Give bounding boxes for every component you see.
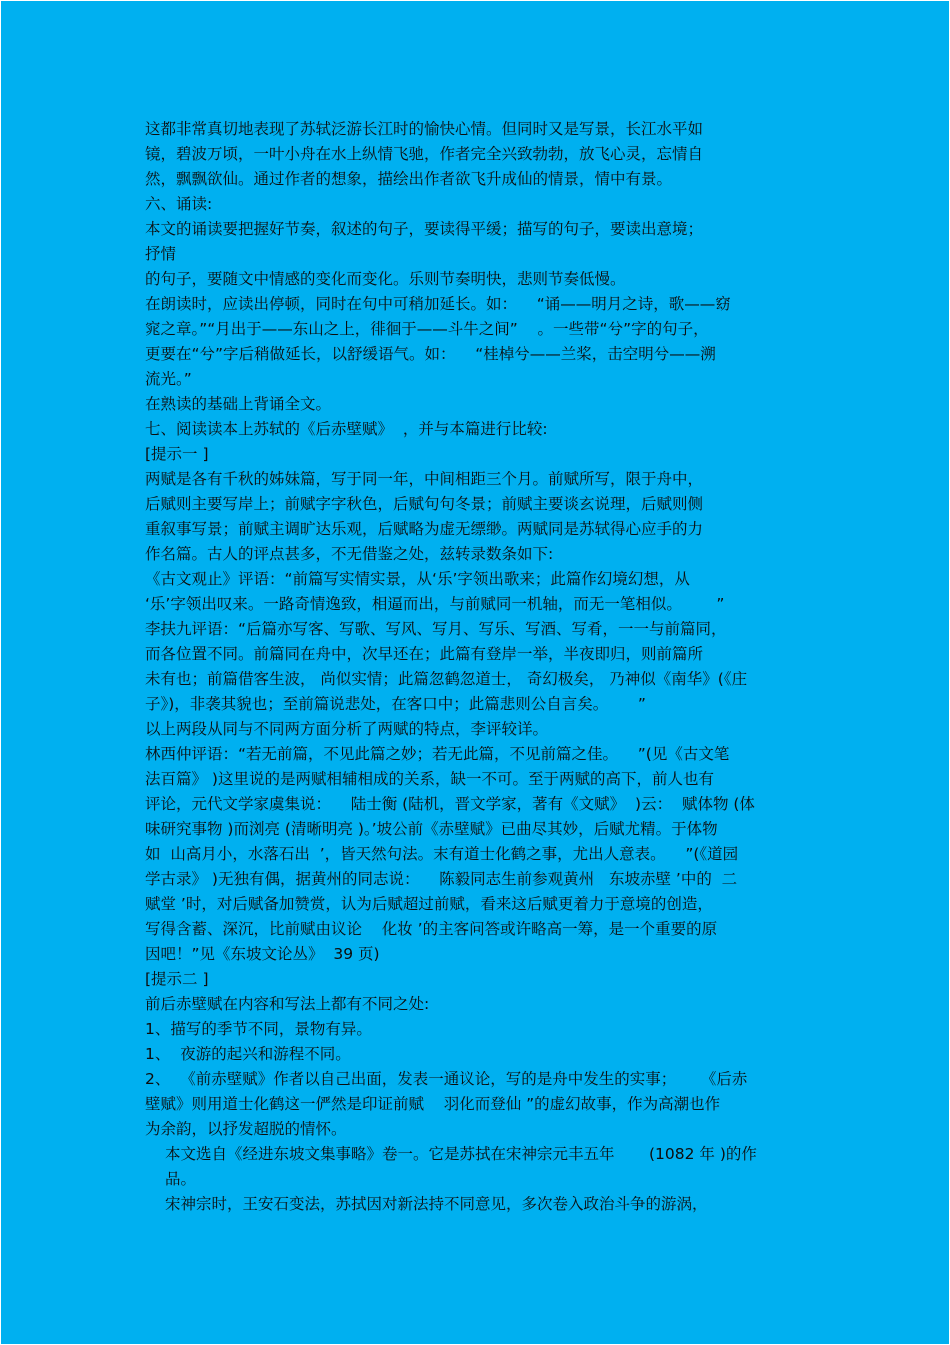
text-line: 窕之章。”“月出于——东山之上，徘徊于——斗牛之间” 。一些带“兮”字的句子，: [145, 320, 709, 338]
text-line: 味研究事物 )而浏亮 (清晰明亮 )。’坡公前《赤壁赋》已曲尽其妙，后赋尤精。于体物: [145, 820, 718, 838]
text-line: 七、阅读读本上苏轼的《后赤壁赋》 ，并与本篇进行比较:: [145, 420, 548, 438]
text-line: 而各位置不同。前篇同在舟中，次早还在；此篇有登岸一举，半夜即归，则前篇所: [145, 645, 704, 663]
text-line: 赋堂 ’时，对后赋备加赞赏，认为后赋超过前赋，看来这后赋更着力于意境的创造，: [145, 895, 713, 913]
text-line: 2、 《前赤壁赋》作者以自己出面，发表一通议论，写的是舟中发生的实事； 《后赤: [145, 1070, 748, 1088]
text-line: 评论，元代文学家虞集说： 陆士衡 (陆机，晋文学家，著有《文赋》 )云： 赋体物 (体: [145, 795, 755, 813]
text-line: 《古文观止》评语：“前篇写实情实景，从‘乐’字领出歌来；此篇作幻境幻想，从: [145, 570, 690, 588]
text-line: 以上两段从同与不同两方面分析了两赋的特点，李评较详。: [145, 720, 549, 738]
text-line: 1、 夜游的起兴和游程不同。: [145, 1045, 351, 1063]
text-line: 宋神宗时，王安石变法，苏拭因对新法持不同意见，多次卷入政治斗争的游涡，: [165, 1195, 708, 1213]
text-line: 因吧！”见《东坡文论丛》 39 页): [145, 945, 380, 963]
text-line: 抒情: [145, 245, 177, 263]
text-line: 作名篇。古人的评点甚多，不无借鉴之处，兹转录数条如下:: [145, 545, 554, 563]
text-line: 学古录》 )无独有偶，据黄州的同志说： 陈毅同志生前参观黄州 东坡赤壁 ’中的 二: [145, 870, 738, 888]
text-line: 林西仲评语：“若无前篇，不见此篇之妙；若无此篇，不见前篇之佳。 ”(见《古文笔: [145, 745, 730, 763]
text-line: 前后赤壁赋在内容和写法上都有不同之处:: [145, 995, 430, 1013]
text-line: 李扶九评语：“后篇亦写客、写歌、写风、写月、写乐、写酒、写肴，一一与前篇同，: [145, 620, 727, 638]
text-line: ‘乐’字领出叹来。一路奇情逸致，相逼而出，与前赋同一机轴，而无一笔相似。 ”: [145, 595, 725, 613]
text-line: 六、诵读:: [145, 195, 213, 213]
text-line: 本文的诵读要把握好节奏，叙述的句子，要读得平缓；描写的句子，要读出意境；: [145, 220, 704, 238]
text-line: 壁赋》则用道士化鹤这一俨然是印证前赋 羽化而登仙 ”的虚幻故事，作为高潮也作: [145, 1095, 721, 1113]
text-line: 重叙事写景；前赋主调旷达乐观，后赋略为虚无缥缈。两赋同是苏轼得心应手的力: [145, 520, 704, 538]
text-line: 两赋是各有千秋的姊妹篇，写于同一年，中间相距三个月。前赋所写，限于舟中，: [145, 470, 704, 488]
text-line: 未有也；前篇借客生波， 尚似实情；此篇忽鹤忽道士， 奇幻极矣， 乃神似《南华》(《庄: [145, 670, 748, 688]
document-body: [145, 117, 810, 1217]
text-line: 这都非常真切地表现了苏轼泛游长江时的愉快心情。但同时又是写景，长江水平如: [145, 120, 704, 138]
text-line: 然，飘飘欲仙。通过作者的想象，描绘出作者欲飞升成仙的情景，情中有景。: [145, 170, 673, 188]
text-line: 子》)，非袭其貌也；至前篇说悲处，在客口中；此篇悲则公自言矣。 ”: [145, 695, 646, 713]
text-line: 流光。”: [145, 370, 192, 388]
text-line: 在熟读的基础上背诵全文。: [145, 395, 332, 413]
text-line: [提示一 ]: [145, 445, 209, 463]
text-line: 本文选自《经进东坡文集事略》卷一。它是苏拭在宋神宗元丰五年 (1082 年 )的作: [165, 1145, 757, 1163]
text-line: 在朗读时，应读出停顿，同时在句中可稍加延长。如： “诵——明月之诗，歌——窈: [145, 295, 731, 313]
text-line: 写得含蓄、深沉，比前赋由议论 化妆 ’的主客问答或许略高一筹，是一个重要的原: [145, 920, 718, 938]
text-line: [提示二 ]: [145, 970, 209, 988]
text-line: 1、描写的季节不同，景物有异。: [145, 1020, 372, 1038]
text-line: 镜，碧波万顷，一叶小舟在水上纵情飞驰，作者完全兴致勃勃，放飞心灵，忘情自: [145, 145, 704, 163]
text-line: 如 山高月小，水落石出 ’，皆天然句法。末有道士化鹤之事，尤出人意表。 ”(《道园: [145, 845, 739, 863]
text-line: 的句子，要随文中情感的变化而变化。乐则节奏明快，悲则节奏低慢。: [145, 270, 626, 288]
text-line: 更要在“兮”字后稍做延长，以舒缓语气。如： “桂棹兮——兰桨，击空明兮——溯: [145, 345, 716, 363]
text-line: 品。: [165, 1170, 197, 1188]
text-line: 为余韵，以抒发超脱的情怀。: [145, 1120, 347, 1138]
text-line: 后赋则主要写岸上；前赋字字秋色，后赋句句冬景；前赋主要谈玄说理，后赋则侧: [145, 495, 704, 513]
text-line: 法百篇》 )这里说的是两赋相辅相成的关系，缺一不可。至于两赋的高下，前人也有: [145, 770, 714, 788]
